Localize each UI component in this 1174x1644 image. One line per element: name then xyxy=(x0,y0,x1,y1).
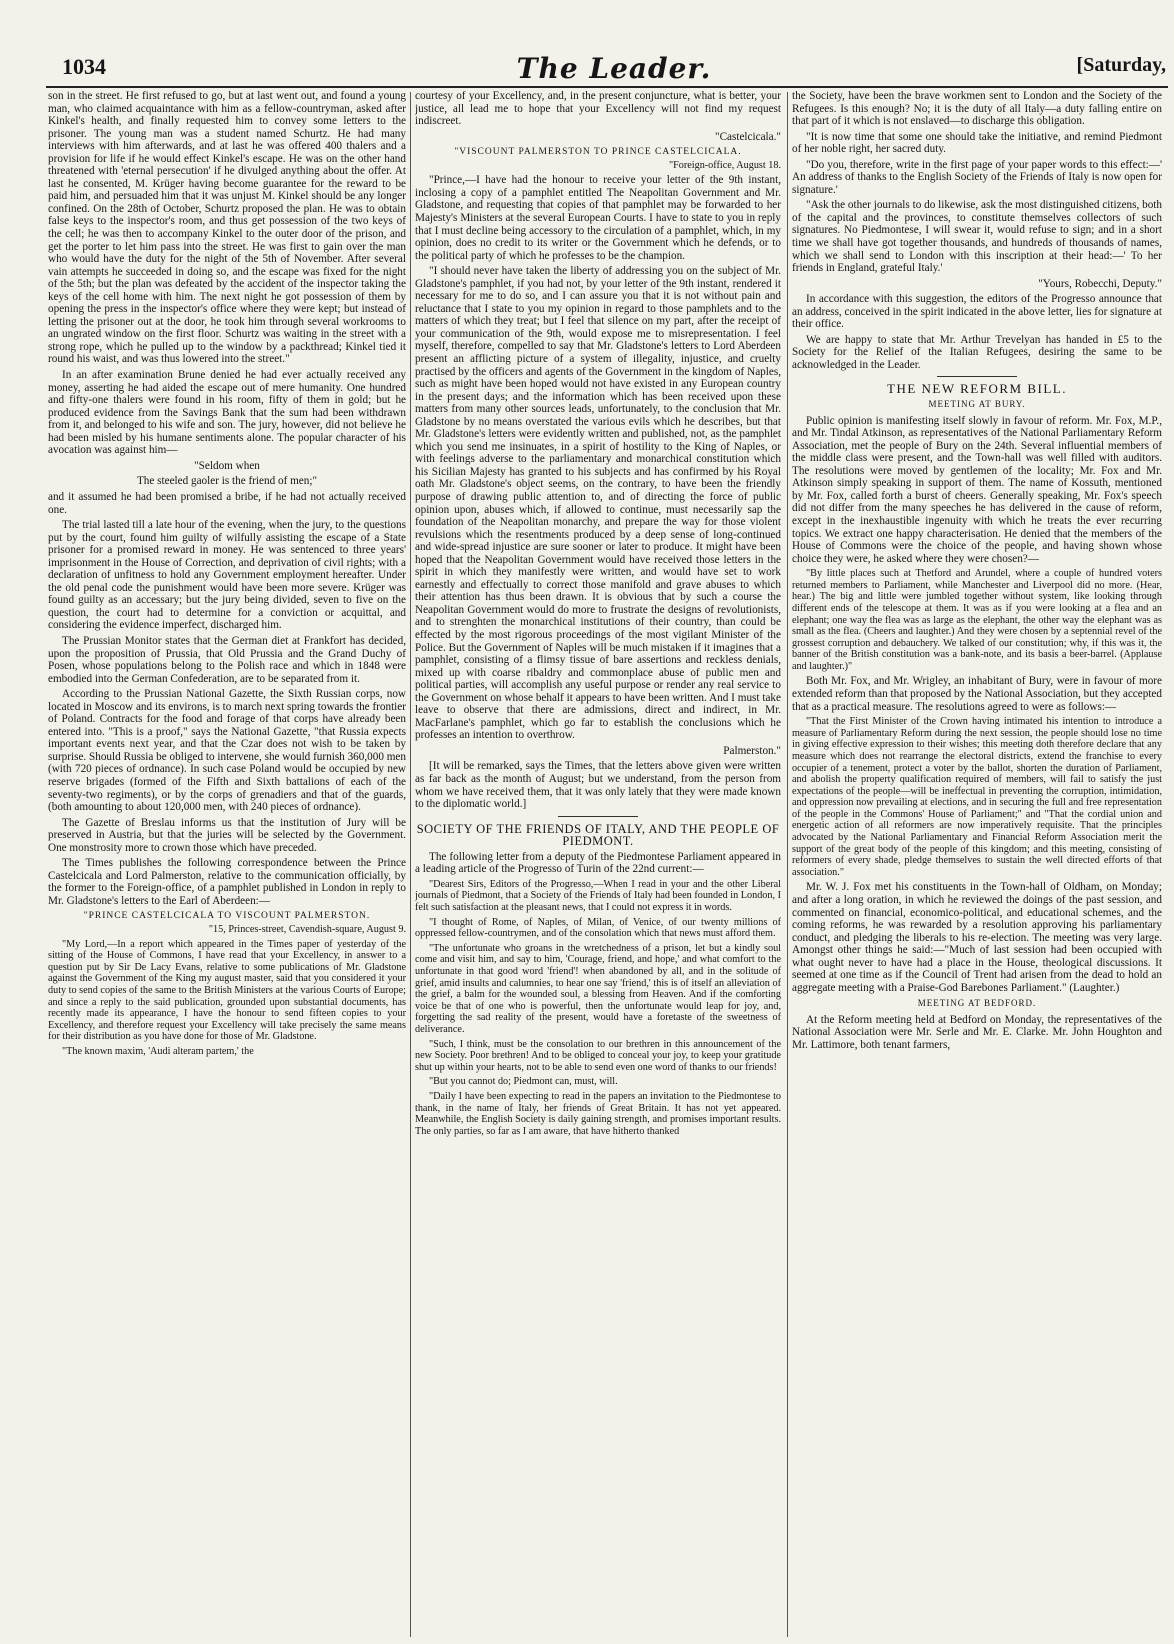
section-heading: THE NEW REFORM BILL. xyxy=(887,381,1067,397)
paragraph: We are happy to state that Mr. Arthur Trevelyan has handed in £5 to the Society for the Relief of the Italian Refugees, desiring the same to be acknowledged in the Leader. xyxy=(792,333,1162,371)
quoted-paragraph: "Such, I think, must be the consolation to our brethren in this announcement of the new Society. Poor brethren! And to be obliged to conceal your joy, to keep your gratitude shut up within your hearts, not to be able to send even one word of thanks to our friends! xyxy=(415,1038,781,1073)
letter-dateline: "15, Princes-street, Cavendish-square, August 9. xyxy=(208,924,406,935)
header-rule xyxy=(46,86,1168,88)
column-2 xyxy=(415,90,781,1640)
paragraph: courtesy of your Excellency, and, in the present conjuncture, what is better, your justice, all lead me to hope that your Excellency will not find my request indiscreet. xyxy=(415,90,781,128)
quoted-paragraph: "That the First Minister of the Crown having intimated his intention to introduce a measure of Parliamentary Reform during the next session, the people should lose no time in giving effective expression to their wishes; this meeting doth therefore declare that any measure which does not rearrange the electoral districts, extend the franchise to every occupier of a tenement, protect a voter by the ballot, shorten the duration of Parliament, and abolish the property qualification required of members, will fail to satisfy the just expectations of the people—will be ineffectual in preventing the corruption, intimidation, and oppression now prevailing at elections, and in securing the full and free representation of the people in the Commons' House of Parliament;" and "That the cordial union and energetic action of all reformers are now imperatively requisite. That the principles advocated by the National Parliamentary and Financial Reform Association merit the support of the great body of the people of this kingdom; and this meeting, consisting of reformers of every shade, pledge themselves to sustain the well directed efforts of that association." xyxy=(792,716,1162,878)
section-rule xyxy=(937,376,1017,377)
paragraph: Mr. W. J. Fox met his constituents in the Town-hall of Oldham, on Monday; and after a long oration, in which he reviewed the doings of the past session, and commented on financial, economico-political, and educational schemes, and the coming reforms, he was rewarded by a resolution approving his parliamentary conduct, and pledging the liberals to his re-election. The meeting was very large. Amongst other things he said:—"Much of last session had been occupied with what ought never to have had a place in the House, theological discussions. It seemed at one time as if the Council of Trent had arisen from the dead to hold an aggregate meeting with a Praise-God Barebones Parliament." (Laughter.) xyxy=(792,881,1162,994)
paragraph: and it assumed he had been promised a bribe, if he had not actually received one. xyxy=(48,490,406,516)
section-subheading: MEETING AT BEDFORD. xyxy=(917,998,1037,1009)
paragraph: "It is now time that some one should take the initiative, and remind Piedmont of her noble right, her sacred duty. xyxy=(792,130,1162,156)
paragraph: According to the Prussian National Gazette, the Sixth Russian corps, now located in Moscow and its environs, is to march next spring towards the frontier of Poland. Contracts for the food and forage of that corps have already been entered into. "This is a proof," says the National Gazette, "that Russia expects important events next year, and that the Czar does not wish to be taken by surprise. Should Russia be obliged to intervene, she would furnish 360,000 men (with 720 pieces of ordnance). In such case Poland would be occupied by new reserve brigades (formed of the Fifth and Sixth battalions of each of the seventy-two regiments), or by the corps of grenadiers and that of the guards, (both amounting to about 120,000 men, with 240 pieces of ordnance). xyxy=(48,688,406,814)
section-subheading: MEETING AT BURY. xyxy=(928,399,1026,410)
paragraph: "Prince,—I have had the honour to receive your letter of the 9th instant, inclosing a copy of a pamphlet entitled The Neapolitan Government and Mr. Gladstone, and requesting that copies of that pamphlet may be forwarded to her Majesty's Ministers at the several European Courts. I have to state to you in reply that I must decline being accessory to the circulation of a pamphlet, which, in my opinion, does no credit to its writer or the Government which he defends, or to the political party of which he professes to be the champion. xyxy=(415,174,781,262)
quoted-paragraph: "Dearest Sirs, Editors of the Progresso,—When I read in your and the other Liberal journals of Piedmont, that a Society of the Friends of Italy had been founded in London, I felt such satisfaction at the pleasant news, that I could not express it in words. xyxy=(415,878,781,914)
paragraph: "I should never have taken the liberty of addressing you on the subject of Mr. Gladstone's pamphlet, if you had not, by your letter of the 9th instant, rendered it necessary for me to do so, and I can assure you that it is not without pain and reluctance that I state to you my opinion in regard to those pamphlets and to the matters of which they treat; but I feel that silence on my part, after the receipt of your communication of the 9th, would expose me to misrepresentation. I feel myself, therefore, compelled to say that Mr. Gladstone's letters to Lord Aberdeen present an afflicting picture of a system of illegality, injustice, and cruelty practised by the officers and agents of the Government in the kingdom of Naples, such as might have been hoped would not have existed in any European country in the present days; and the information which has been received upon these matters from many other sources leads, unfortunately, to the conclusion that Mr. Gladstone by no means overstated the various evils which he describes, but that Mr. Gladstone's letters were evidently written and published, not, as the pamphlet which you send me insinuates, in a spirit of hostility to the King of Naples, or with feelings adverse to the parliamentary and monarchical constitution which his Sicilian Majesty has granted to his subjects and has confirmed by his Royal oath Mr. Gladstone's object seems, on the contrary, to have been the friendly purpose of drawing public attention to, and of directing the force of public opinion upon, abuses which, if allowed to continue, must necessarily sap the foundation of the Neapolitan monarchy, and prepare the way for those violent revulsions which the resentments produced by a deep sense of long-continued and wide-spread injustice are sure sooner or later to produce. It might have been hoped that the Neapolitan Government would have received those letters in the spirit in which they manifestly were written, and would have set to work earnestly and effectually to correct those manifold and grave abuses to which their attention has thus been drawn. It is obvious that by such a course the Neapolitan Government would do more to frustrate the designs of revolutionists, and to strenghten the monarchical institutions of their country, than could be effected by the most rigorous proceedings of the most vigilant Minister of the Police. But the Government of Naples will be much mistaken if it imagines that a pamphlet, consisting of a flimsy tissue of bare assertions and reckless denials, mixed up with coarse ribaldry and commonplace abuse of public men and political parties, will accomplish any useful purpose or render any real service to the Government on whose behalf it appears to have been written. And I must take leave to observe that there are admissions, direct and indirect, in Mr. MacFarlane's pamphlet, which go far to establish the conclusions which he professes an intention to overthrow. xyxy=(415,265,781,742)
paragraph: Both Mr. Fox, and Mr. Wrigley, an inhabitant of Bury, were in favour of more extended reform than that proposed by the National Association, but they accepted that as a practical measure. The resolutions agreed to were as follows:— xyxy=(792,675,1162,713)
paragraph: the Society, have been the brave workmen sent to London and the Society of the Refugees. Is this enough? No; it is the duty of all Italy—a duty falling entire on that part of it which is not enslaved—to discharge this obligation. xyxy=(792,90,1162,128)
letter-heading: "PRINCE CASTELCICALA TO VISCOUNT PALMERSTON. xyxy=(83,911,371,922)
paragraph: The Gazette of Breslau informs us that the institution of Jury will be preserved in Austria, but that the juries will be selected by the Government. One monstrosity more to crown those which have preceded. xyxy=(48,816,406,854)
paper-title: The Leader. xyxy=(516,52,712,85)
quoted-paragraph: "The known maxim, 'Audi alteram partem,' the xyxy=(62,1045,254,1057)
column-1 xyxy=(48,90,406,1640)
paragraph: The Prussian Monitor states that the German diet at Frankfort has decided, upon the proposition of Prussia, that Old Prussia and the Grand Duchy of Posen, whose populations belong to the Polish race and which in 1848 were embodied into the German Confederation, are to be separated from it. xyxy=(48,634,406,685)
paragraph: "Do you, therefore, write in the first page of your paper words to this effect:—' An address of thanks to the English Society of the Friends of Italy is now open for signature.' xyxy=(792,158,1162,196)
quoted-paragraph: "I thought of Rome, of Naples, of Milan, of Venice, of our twenty millions of oppressed fellow-countrymen, and of the consolation which that news must afford them. xyxy=(415,916,781,940)
paragraph: Public opinion is manifesting itself slowly in favour of reform. Mr. Fox, M.P., and Mr. Tindal Atkinson, as representatives of the National Parliamentary Reform Association, met the people of Bury on the 24th. Several influential members of the middle class were present, and the Town-hall was well filled with auditors. The resolutions were moved by gentlemen of the locality; Mr. Fox and Mr. Atkinson simply speaking in support of them. The name of Kossuth, mentioned by Mr. Fox, called forth a burst of cheers. Generally speaking, Mr. Fox's speech did not differ from the many speeches he has delivered in the cause of reform, except in the inexhaustible ingenuity with which he treats the ever recurring topics. We extract one happy characterisation. He denied that the members of the House of Commons were the choice of the people, and having shown whose choice they were, he asked where they were chosen?— xyxy=(792,414,1162,565)
section-heading: SOCIETY OF THE FRIENDS OF ITALY, AND THE PEOPLE OF PIEDMONT. xyxy=(416,821,780,849)
column-divider xyxy=(410,92,411,1637)
paragraph: In accordance with this suggestion, the editors of the Progresso announce that an address, conceived in the spirit indicated in the above letter, lies for signature at their office. xyxy=(792,293,1162,331)
paragraph: son in the street. He first refused to go, but at last went out, and found a young man, who claimed acquaintance with him as a fellow-countryman, asked after Kinkel's health, and finally requested him to convey some letters to the prisoner. The young man was a student named Schurtz. He had many interviews with him afterwards, and at last he was offered 400 thalers and a provision for life if he would effect Kinkel's escape. He was on the other hand threatened with 'eternal persecution' if he divulged anything about the offer. At last he consented, M. Krüger having become guarantee for the reward to be paid him, and persuaded him that it was unjust M. Kinkel should be any longer confined. On the 28th of October, Schurtz proposed the plan. He was to obtain false keys to the inspector's room, and thus get possession of the two keys of the cell; he was then to accompany Kinkel to the outer door of the prison, and get the porter to let him pass into the street. He was first to gain over the man who would have the duty for the night of the 5th of November. After several vain attempts he succeeded in doing so, and the escape was fixed for the night of the 5th; but the plan was defeated by the accident of the inspector taking the keys of the cell home with him. The next night he got possession of them by opening the press in the inspector's office where they were kept; but instead of letting the prisoner out at the door, he took him through several workrooms to an ungrated window on the first floor. Schurtz was waiting in the street with a strong rope, which he pulled up to the window by a packthread; Kinkel tied it round his waist, and was thus lowered into the street." xyxy=(48,90,406,366)
paragraph: The following letter from a deputy of the Piedmontese Parliament appeared in a leading article of the Progresso of Turin of the 22nd current:— xyxy=(415,850,781,876)
masthead xyxy=(62,54,1166,84)
quoted-paragraph: "But you cannot do; Piedmont can, must, will. xyxy=(429,1076,618,1088)
verse-line: "Seldom when xyxy=(194,459,260,472)
quoted-paragraph: "Daily I have been expecting to read in the papers an invitation to the Piedmontese to thank, in the name of Italy, her friends of Great Britain. It has not yet appeared. Meanwhile, the English Society is daily gaining strength, and promises important results. The only parties, so far as I am aware, that have hitherto thanked xyxy=(415,1090,781,1137)
signature: "Yours, Robecchi, Deputy." xyxy=(1038,277,1162,290)
letter-heading: "VISCOUNT PALMERSTON TO PRINCE CASTELCICALA. xyxy=(454,147,742,158)
paragraph: The trial lasted till a late hour of the evening, when the jury, to the questions put by the court, found him guilty of wilfully assisting the escape of a State prisoner for a promised reward in money. He was sentenced to three years' imprisonment in the House of Correction, and deprivation of civil rights; with a declaration of unfitness to hold any Government employment hereafter. Under the old penal code the punishment would have been more severe. Krüger was found guilty as an accessary; but the jury being divided, seven to five on the question, the court had to determine for a conviction or acquittal, and considering the evidence imperfect, discharged him. xyxy=(48,519,406,632)
column-3 xyxy=(792,90,1162,1640)
verse-line: The steeled gaoler is the friend of men;" xyxy=(136,475,318,488)
signature: Palmerston." xyxy=(723,744,781,757)
paragraph: The Times publishes the following correspondence between the Prince Castelcicala and Lord Palmerston, relative to the communication officially, by the former to the Foreign-office, of a pamphlet published in London in reply to Mr. Gladstone's letters to the Earl of Aberdeen:— xyxy=(48,857,406,907)
quoted-paragraph: "The unfortunate who groans in the wretchedness of a prison, let but a kindly soul come and visit him, and say to him, 'Courage, friend, and hope,' and what comfort to the unfortunate in that good word 'friend'! when abandoned by all, and in the solitude of grief, amid insults and calumnies, to hear one say 'friend,' this is of itself an alleviation of the grief, a balm for the wounded soul, a blessing from Heaven. And if the comforting voice be that of one who is powerful, then the unfortunate would leap for joy, and, forgetting the sad reality of the present, would have a foretaste of the sweetness of deliverance. xyxy=(415,942,781,1035)
paragraph: [It will be remarked, says the Times, that the letters above given were written as far back as the month of August; but we understand, from the person from whom we have received them, that it was only lately that they were made known to the diplomatic world.] xyxy=(415,760,781,811)
paragraph: "Ask the other journals to do likewise, ask the most distinguished citizens, both of the capital and the provinces, to constitute themselves collectors of such signatures. No Piedmontese, I will swear it, would refuse to sign; and in a short time we shall have got together thousands, and hundreds of thousands of names, which we shall send to London with this inscription at their head:—' To her friends in England, grateful Italy.' xyxy=(792,199,1162,275)
quoted-paragraph: "My Lord,—In a report which appeared in the Times paper of yesterday of the sitting of the House of Commons, I have read that your Excellency, in answer to a question put by Sir De Lacy Evans, relative to some publications of Mr. Gladstone against the Government of the King my august master, said that you considered it your duty to send copies of the same to the British Ministers at the various Courts of Europe; and since a reply to the said publication, grounded upon substantial documents, has recently made its appearance, I have the honour to send fifteen copies to your Excellency, and therefore request your Excellency will take precisely the same means for their distribution as you have done for those of Mr. Gladstone. xyxy=(48,938,406,1043)
page-number: 1034 xyxy=(62,54,106,79)
paragraph: In an after examination Brune denied he had ever actually received any money, asserting he had aided the escape out of mere humanity. One hundred and fifty-one thalers were found in his room, fifty of them in gold; but he produced evidence from the Savings Bank that the sum had been withdrawn from it, and belonged to his wife and son. The jury, however, did not believe he had been misled by his humane sentiments alone. The popular character of his avocation was against him— xyxy=(48,369,406,457)
letter-dateline: "Foreign-office, August 18. xyxy=(668,159,781,171)
day-label: [Saturday, xyxy=(1076,54,1166,76)
column-divider xyxy=(787,92,788,1637)
signature: "Castelcicala." xyxy=(715,130,781,143)
section-rule xyxy=(558,816,638,817)
paragraph: At the Reform meeting held at Bedford on Monday, the representatives of the National Association were Mr. Serle and Mr. E. Clarke. Mr. John Houghton and Mr. Lattimore, both tenant farmers, xyxy=(792,1013,1162,1051)
quoted-paragraph: "By little places such at Thetford and Arundel, where a couple of hundred voters returned members to Parliament, while Manchester and Liverpool did no more. (Hear, hear.) The big and little were jumbled together without system, like looking through different ends of the telescope at them. It was as if you were looking at a flea and an elephant; one way the flea was as large as the elephant, the other way the elephant was as small as the flea. (Cheers and laughter.) And they were chosen by a septennial revel of the grossest corruption and debauchery. We talked of our constitution; why, if this was it, the banner of the British constitution was a bank-note, and its basis a beer-barrel. (Applause and laughter.)" xyxy=(792,568,1162,672)
